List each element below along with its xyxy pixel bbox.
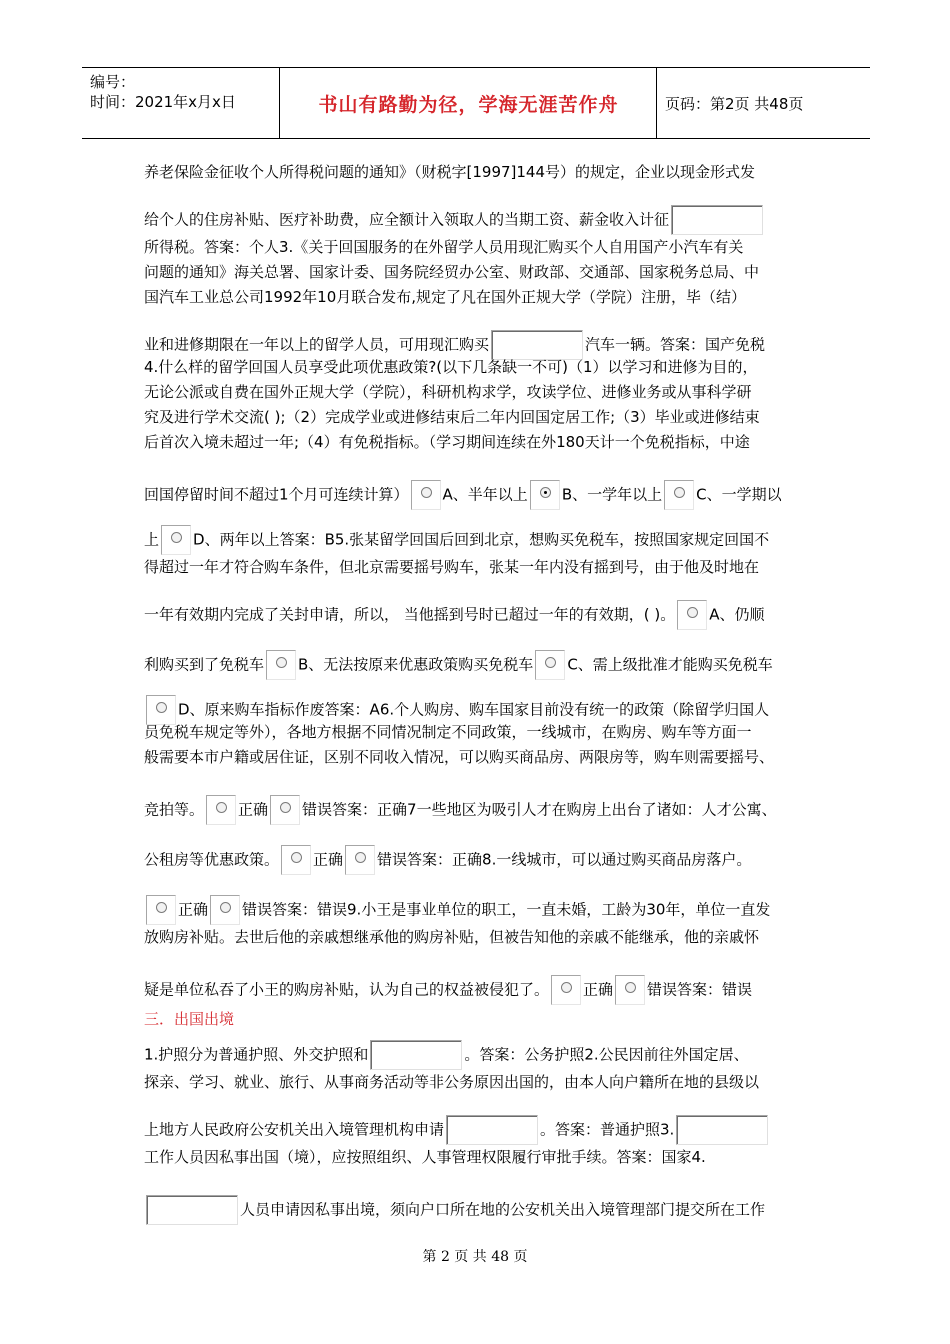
text-line [144, 795, 777, 819]
text-line [144, 235, 743, 259]
text-segment: 汽车一辆。答案：国产免税 [585, 335, 766, 354]
text-segment: 员免税车规定等外），各地方根据不同情况制定不同政策，一线城市，在购房、购车等方面一 [144, 723, 752, 741]
radio-button[interactable] [551, 975, 581, 1005]
text-segment: 究及进行学术交流( );（2）完成学业或进修结束后二年内回国定居工作;（3）毕业或进修结束 [144, 408, 760, 426]
text-line [144, 745, 774, 769]
text-segment: 1.护照分为普通护照、外交护照和 [144, 1045, 369, 1064]
text-line [144, 480, 782, 504]
text-segment: B、无法按原来优惠政策购买免税车 [298, 655, 534, 674]
radio-button[interactable] [615, 975, 645, 1005]
text-line [144, 380, 752, 404]
doc-time: 时间：2021年x月x日 [90, 93, 236, 111]
radio-button[interactable] [281, 845, 311, 875]
text-segment: 给个人的住房补贴、医疗补助费，应全额计入领取人的当期工资、薪金收入计征 [144, 210, 670, 229]
text-line [144, 555, 759, 579]
text-segment: 养老保险金征收个人所得税问题的通知》（财税字[1997]144号）的规定，企业以现金形式发 [144, 163, 756, 181]
radio-button[interactable] [411, 480, 441, 510]
text-segment: 错误答案：错误9.小王是事业单位的职工，一直未婚，工龄为30年，单位一直发 [242, 900, 771, 919]
text-line [144, 405, 760, 429]
text-segment: 正确 [178, 900, 209, 919]
radio-button[interactable] [206, 795, 236, 825]
text-line [144, 430, 750, 454]
page-footer: 第 2 页 共 48 页 [422, 1249, 528, 1265]
text-segment: 竞拍等。 [144, 800, 205, 819]
text-line [144, 1007, 234, 1031]
text-segment: 一年有效期内完成了关封申请，所以， 当他摇到号时已超过一年的有效期，( )。 [144, 605, 676, 624]
radio-button[interactable] [345, 845, 375, 875]
text-line [144, 1145, 706, 1169]
text-line [144, 160, 755, 184]
section-heading: 三．出国出境 [144, 1010, 235, 1028]
text-segment: B、一学年以上 [561, 485, 663, 504]
text-line [144, 650, 773, 674]
text-segment: 利购买到了免税车 [144, 655, 265, 674]
text-line [144, 1070, 759, 1094]
text-segment: 回国停留时间不超过1个月可连续计算） [144, 485, 409, 504]
text-segment: 放购房补贴。去世后他的亲戚想继承他的购房补贴，但被告知他的亲戚不能继承，他的亲戚怀 [144, 928, 760, 946]
text-segment: 所得税。答案：个人3.《关于回国服务的在外留学人员用现汇购买个人自用国产小汽车有关 [144, 238, 744, 256]
header-page-info: 页码：第2页 共48页 [665, 94, 804, 113]
text-line [144, 525, 769, 549]
text-line [144, 845, 751, 869]
text-segment: 上 [144, 530, 160, 549]
answer-input[interactable] [671, 205, 763, 235]
radio-button[interactable] [161, 525, 191, 555]
text-line [144, 355, 758, 379]
text-line [144, 975, 752, 999]
text-segment: 正确 [583, 980, 614, 999]
text-line [144, 285, 746, 309]
text-line [144, 205, 765, 229]
text-segment: C、一学期以 [696, 485, 782, 504]
text-segment: 错误答案：错误 [647, 980, 753, 999]
text-line [144, 925, 759, 949]
radio-button[interactable] [266, 650, 296, 680]
answer-input[interactable] [446, 1115, 538, 1145]
text-segment: 。答案：普通护照3. [540, 1120, 675, 1139]
text-segment: 问题的通知》海关总署、国家计委、国务院经贸办公室、财政部、交通部、国家税务总局、中 [144, 263, 760, 281]
text-segment: 上地方人民政府公安机关出入境管理机构申请 [144, 1120, 445, 1139]
text-segment: 。答案：公务护照2.公民因前往外国定居、 [464, 1045, 749, 1064]
text-line [144, 695, 769, 719]
answer-input[interactable] [370, 1040, 462, 1070]
answer-input[interactable] [676, 1115, 768, 1145]
text-line [144, 720, 752, 744]
text-segment: 得超过一年才符合购车条件，但北京需要摇号购车，张某一年内没有摇到号，由于他及时地在 [144, 558, 760, 576]
text-segment: 错误答案：正确7一些地区为吸引人才在购房上出台了诸如：人才公寓、 [302, 800, 777, 819]
text-segment: 正确 [238, 800, 269, 819]
text-line [144, 260, 759, 284]
text-segment: 正确 [313, 850, 344, 869]
text-segment: 后首次入境未超过一年;（4）有免税指标。（学习期间连续在外180天计一个免税指标，中途 [144, 433, 750, 451]
radio-button-selected[interactable] [530, 480, 560, 510]
radio-button[interactable] [677, 600, 707, 630]
text-segment: D、两年以上答案：B5.张某留学回国后回到北京，想购买免税车，按照国家规定回国不 [193, 530, 770, 549]
text-segment: A、仍顺 [709, 605, 765, 624]
text-segment: 探亲、学习、就业、旅行、从事商务活动等非公务原因出国的，由本人向户籍所在地的县级以 [144, 1073, 760, 1091]
header-meta [82, 68, 280, 138]
text-line [144, 1115, 770, 1139]
text-segment: 无论公派或自费在国外正规大学（学院），科研机构求学，攻读学位、进修业务或从事科学研 [144, 383, 752, 401]
answer-input[interactable] [146, 1195, 238, 1225]
text-segment: 国汽车工业总公司1992年10月联合发布,规定了凡在国外正规大学（学院）注册，毕（结） [144, 288, 747, 306]
radio-button[interactable] [535, 650, 565, 680]
page-header [82, 67, 870, 139]
text-segment: 疑是单位私吞了小王的购房补贴，认为自己的权益被侵犯了。 [144, 980, 550, 999]
text-line [144, 600, 765, 624]
radio-button[interactable] [146, 895, 176, 925]
text-line [144, 1195, 765, 1219]
radio-button[interactable] [210, 895, 240, 925]
radio-button[interactable] [664, 480, 694, 510]
text-line [144, 330, 765, 354]
text-segment: 错误答案：正确8.一线城市，可以通过购买商品房落户。 [377, 850, 752, 869]
text-segment: A、半年以上 [442, 485, 528, 504]
text-segment: 工作人员因私事出国（境），应按照组织、人事管理权限履行审批手续。答案：国家4. [144, 1148, 706, 1166]
text-segment: C、需上级批准才能购买免税车 [567, 655, 773, 674]
text-line [144, 895, 770, 919]
text-segment: 业和进修期限在一年以上的留学人员，可用现汇购买 [144, 335, 490, 354]
text-segment: 公租房等优惠政策。 [144, 850, 280, 869]
text-segment: 般需要本市户籍或居住证，区别不同收入情况，可以购买商品房、两限房等，购车则需要摇号、 [144, 748, 775, 766]
header-motto: 书山有路勤为径，学海无涯苦作舟 [281, 68, 657, 138]
text-segment: D、原来购车指标作废答案：A6.个人购房、购车国家目前没有统一的政策（除留学归国人 [178, 700, 770, 719]
doc-number: 编号： [90, 73, 136, 91]
text-segment: 人员申请因私事出境，须向户口所在地的公安机关出入境管理部门提交所在工作 [240, 1200, 766, 1219]
text-line [144, 1040, 749, 1064]
radio-button[interactable] [270, 795, 300, 825]
text-segment: 4.什么样的留学回国人员享受此项优惠政策?(以下几条缺一不可)（1）以学习和进修为目的， [144, 358, 758, 376]
